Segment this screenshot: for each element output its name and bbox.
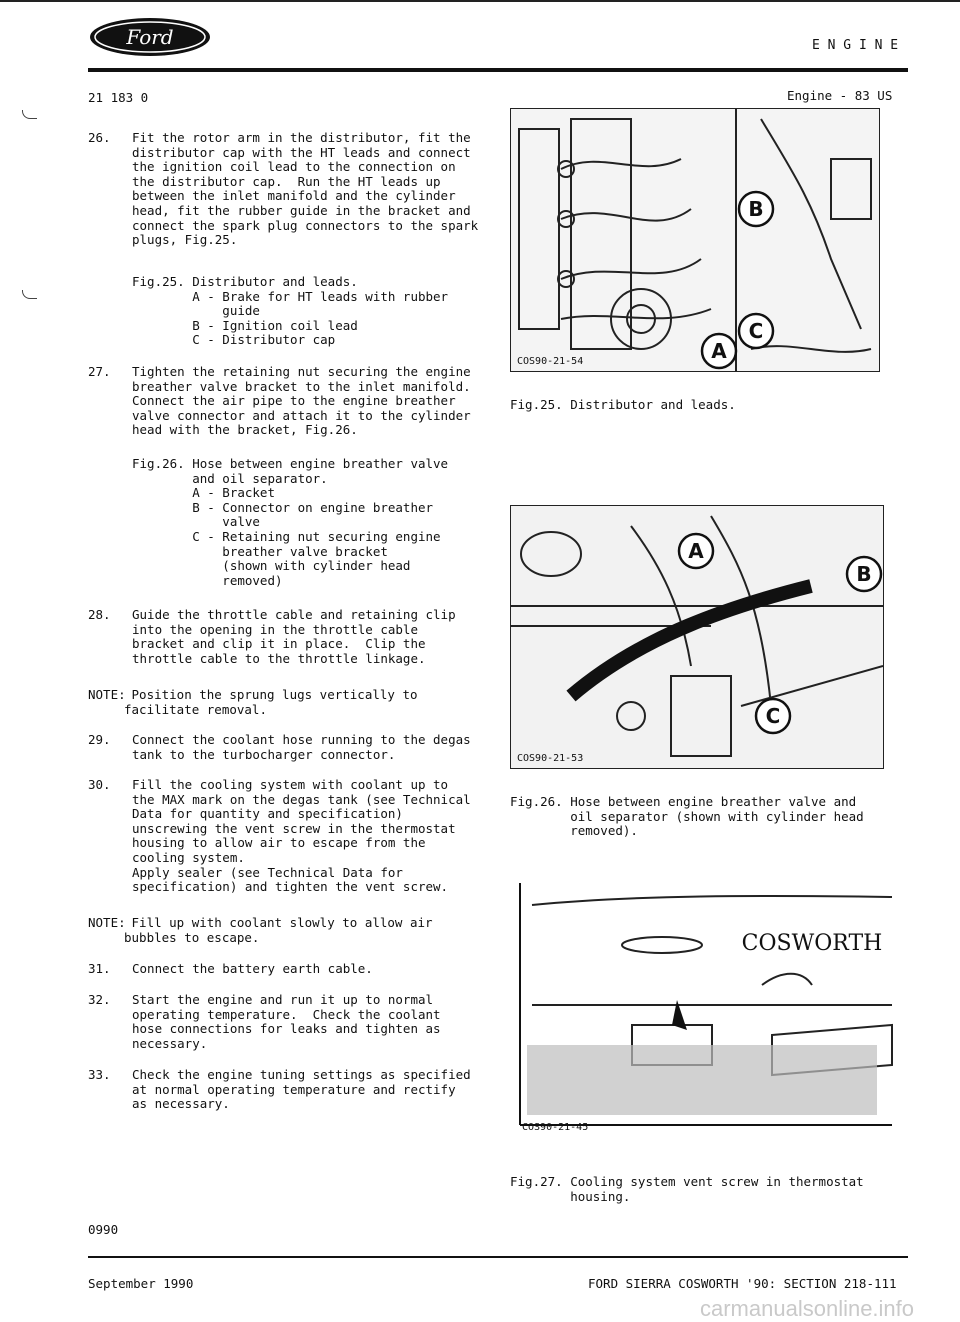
ford-logo-text: Ford: [126, 25, 174, 49]
figure-27-image: [512, 875, 894, 1135]
step-31: 31. Connect the battery earth cable.: [88, 961, 373, 976]
figure-26-caption: Fig.26. Hose between engine breather valve and oil separator (shown with cylinder head removed).: [510, 794, 864, 839]
figure-25-caption: Fig.25. Distributor and leads.: [510, 397, 736, 412]
section-title: E N G I N E: [812, 38, 899, 53]
step-29: 29. Connect the coolant hose running to the degas tank to the turbocharger connector.: [88, 732, 471, 762]
step-27: 27. Tighten the retaining nut securing the engine breather valve bracket to the inlet manifold. Connect the air pipe to the engine breather valve connector and attach it to the cylinder head with the bracket, Fig.26.: [88, 364, 471, 438]
step-33: 33. Check the engine tuning settings as specified at normal operating temperature and rectify as necessary.: [88, 1067, 471, 1112]
model-label: Engine - 83 US: [787, 88, 893, 103]
watermark: carmanualsonline.info: [700, 1296, 915, 1321]
fig25-callout-a: A: [711, 339, 727, 363]
step-26: 26. Fit the rotor arm in the distributor, fit the distributor cap with the HT leads and connect the ignition coil lead to the connection on the distributor cap. Run the HT leads up between the inlet manifold and the cylinder head, fit the rubber guide in the bracket and connect the spark plug connectors to the spark plugs, Fig.25.: [88, 130, 479, 248]
ford-logo: [88, 16, 212, 58]
fig25-callout-c: C: [748, 319, 764, 343]
note-coolant: NOTE: Fill up with coolant slowly to allow air bubbles to escape.: [88, 915, 433, 945]
fig26-callout-c: C: [765, 704, 781, 728]
svg-text:COSWORTH: COSWORTH: [741, 931, 883, 956]
step-28: 28. Guide the throttle cable and retaining clip into the opening in the throttle cable bracket and clip it in place. Clip the throttle cable to the throttle linkage.: [88, 607, 456, 666]
step-32: 32. Start the engine and run it up to normal operating temperature. Check the coolant hose connections for leaks and tighten as necessary.: [88, 992, 441, 1051]
fig27-code: COS90-21-45: [522, 1122, 589, 1133]
header-rule: [88, 68, 908, 72]
fig25-callout-b: B: [748, 197, 764, 221]
note-lugs: NOTE: Position the sprung lugs vertically to facilitate removal.: [88, 687, 418, 717]
figure-25-image: [510, 108, 880, 372]
margin-mark: [22, 290, 37, 299]
fig25-code: COS90-21-54: [517, 356, 584, 367]
step-30: 30. Fill the cooling system with coolant up to the MAX mark on the degas tank (see Technical Data for quantity and specification) unscrewing the vent screw in the thermostat housing to allow air to escape from the cooling system. Apply sealer (see Technical Data for specification) and tighten the vent screw.: [88, 777, 471, 895]
figure-26-image: [510, 505, 884, 769]
page-code: 0990: [88, 1222, 119, 1237]
fig26-callout-b: B: [856, 562, 872, 586]
margin-mark: [22, 110, 37, 119]
ref-code: 21 183 0: [88, 90, 149, 105]
footer-rule: [88, 1256, 908, 1258]
fig25-legend: Fig.25. Distributor and leads. A - Brake for HT leads with rubber guide B - Ignition coil lead C - Distributor cap: [132, 274, 449, 348]
fig26-callout-a: A: [688, 539, 704, 563]
fig26-legend: Fig.26. Hose between engine breather valve and oil separator. A - Bracket B - Connector on engine breather valve C - Retaining nut securing engine breather valve bracket (shown with cylinder head removed): [132, 456, 449, 588]
figure-27-caption: Fig.27. Cooling system vent screw in thermostat housing.: [510, 1174, 864, 1204]
fig26-code: COS90-21-53: [517, 753, 584, 764]
top-border: [0, 0, 960, 2]
footer-doc-title: FORD SIERRA COSWORTH '90: SECTION 218-111: [588, 1276, 897, 1291]
footer-date: September 1990: [88, 1276, 194, 1291]
